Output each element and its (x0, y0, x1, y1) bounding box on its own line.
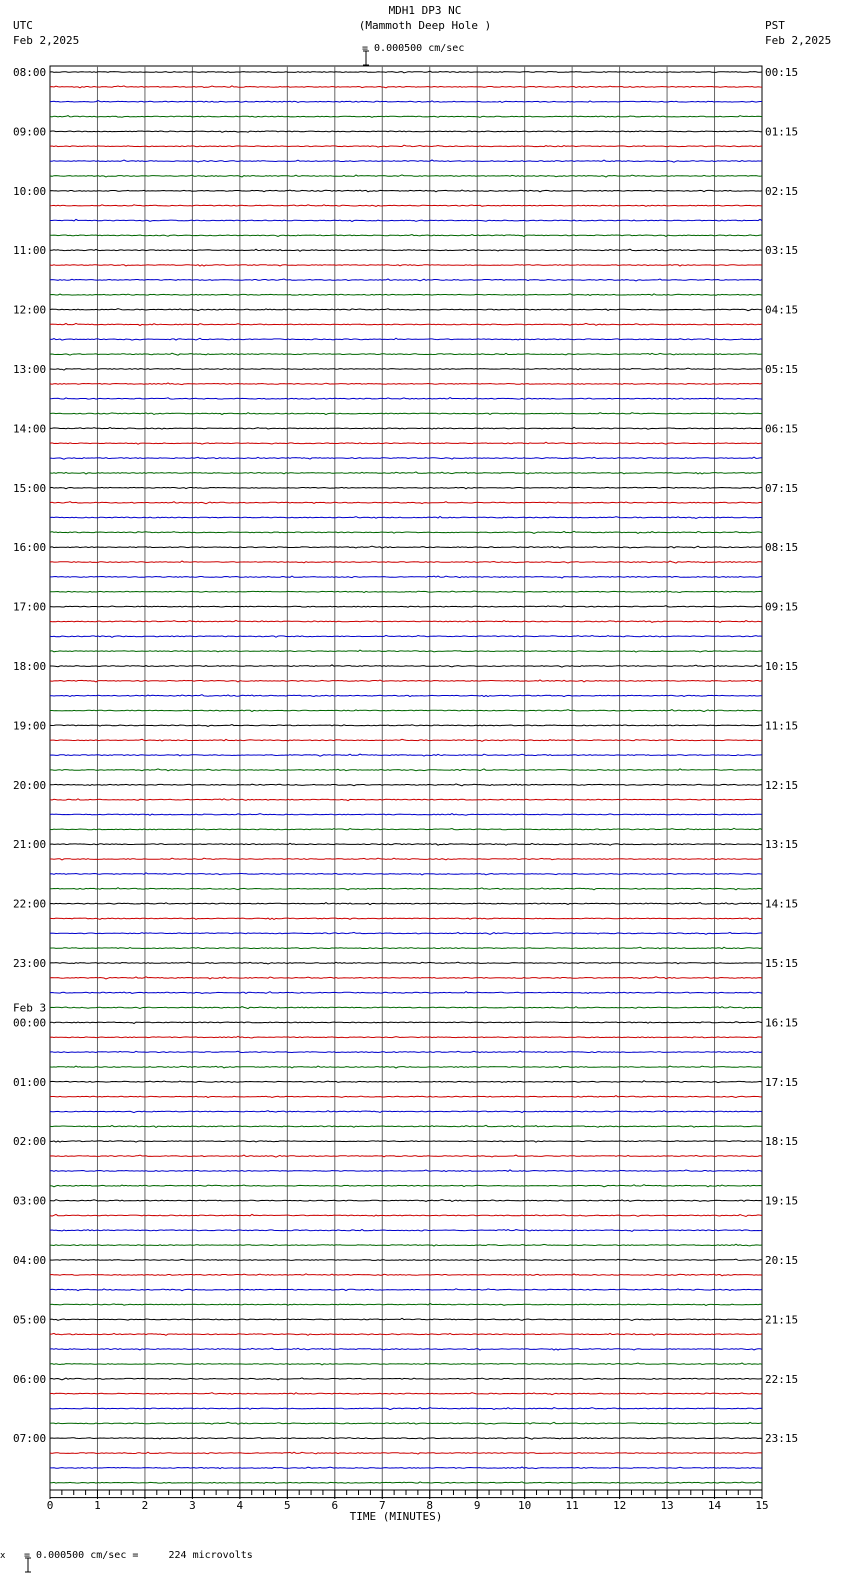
left-hour-label: 09:00 (13, 125, 47, 139)
trace-line (50, 591, 762, 593)
x-tick-label: 6 (331, 1499, 339, 1512)
trace-line (50, 1200, 762, 1202)
footer-marker: x (0, 1551, 6, 1561)
right-hour-label: 19:15 (765, 1194, 799, 1208)
right-hour-label: 06:15 (765, 422, 799, 436)
trace-line (50, 1170, 762, 1172)
left-hour-label: 03:00 (13, 1194, 47, 1208)
left-hour-label: 16:00 (13, 541, 47, 555)
right-hour-label: 05:15 (765, 363, 799, 376)
right-hour-label: 23:15 (765, 1432, 799, 1446)
trace-line (50, 1422, 762, 1424)
trace-line (50, 175, 762, 177)
trace-line (50, 1393, 762, 1395)
trace-line (50, 903, 762, 905)
left-hour-label: 01:00 (13, 1075, 47, 1089)
trace-line (50, 1081, 762, 1083)
x-tick-label: 0 (46, 1499, 54, 1512)
trace-line (50, 472, 762, 474)
trace-line (50, 799, 762, 801)
right-hour-label: 10:15 (765, 660, 799, 673)
right-hour-label: 02:15 (765, 184, 799, 198)
right-hour-label: 21:15 (765, 1313, 799, 1327)
x-tick-label: 9 (473, 1499, 481, 1512)
left-hour-label: 06:00 (13, 1372, 47, 1386)
right-hour-label: 12:15 (765, 778, 799, 792)
trace-line (50, 1437, 762, 1439)
trace-line (50, 710, 762, 712)
trace-line (50, 1259, 762, 1261)
trace-line (50, 635, 762, 637)
trace-line (50, 265, 762, 266)
trace-line (50, 947, 762, 949)
trace-line (50, 413, 762, 415)
trace-line (50, 1274, 762, 1276)
left-hour-label: 14:00 (13, 422, 47, 436)
trace-line (50, 145, 762, 147)
station-title: MDH1 DP3 NC (388, 4, 462, 17)
x-tick-label: 10 (518, 1499, 532, 1512)
trace-line (50, 1363, 762, 1365)
left-hour-label: 20:00 (13, 778, 47, 792)
trace-line (50, 249, 762, 251)
trace-line (50, 517, 762, 519)
left-hour-label: 13:00 (13, 363, 47, 376)
trace-line (50, 888, 762, 890)
left-hour-label: 05:00 (13, 1313, 47, 1327)
trace-line (50, 131, 762, 132)
trace-line (50, 1141, 762, 1143)
trace-line (50, 279, 762, 281)
right-hour-label: 07:15 (765, 481, 799, 495)
trace-line (50, 739, 762, 741)
trace-line (50, 219, 762, 221)
trace-line (50, 546, 762, 548)
trace-line (50, 487, 762, 489)
left-hour-label: 15:00 (13, 481, 47, 495)
trace-line (50, 977, 762, 979)
left-date: Feb 2,2025 (13, 34, 80, 47)
trace-line (50, 1333, 762, 1335)
trace-line (50, 1111, 762, 1113)
right-timezone: PST (765, 19, 785, 32)
right-hour-label: 03:15 (765, 244, 799, 258)
left-hour-label: 02:00 (13, 1135, 47, 1149)
right-hour-label: 01:15 (765, 125, 799, 139)
trace-line (50, 1051, 762, 1053)
trace-line (50, 1214, 762, 1216)
trace-line (50, 828, 762, 830)
right-hour-label: 13:15 (765, 838, 799, 852)
trace-line (50, 695, 762, 697)
x-axis-label: TIME (MINUTES) (349, 1510, 443, 1523)
right-hour-label: 09:15 (765, 600, 799, 614)
left-hour-label: 21:00 (13, 838, 47, 852)
trace-line (50, 323, 762, 325)
right-hour-label: 17:15 (765, 1075, 799, 1089)
left-hour-label: 04:00 (13, 1254, 47, 1267)
x-tick-label: 1 (94, 1499, 101, 1512)
trace-line (50, 353, 762, 355)
trace-line (50, 1452, 762, 1454)
left-hour-label: 23:00 (13, 957, 47, 970)
trace-line (50, 383, 762, 385)
trace-line (50, 235, 762, 237)
right-hour-label: 14:15 (765, 897, 799, 911)
left-hour-label: 10:00 (13, 184, 47, 198)
trace-line (50, 784, 762, 786)
left-hour-label: 07:00 (13, 1432, 47, 1446)
right-hour-label: 15:15 (765, 957, 799, 970)
trace-line (50, 442, 762, 444)
trace-line (50, 531, 762, 533)
footer-scale-bar-icon (10, 1545, 20, 1561)
trace-line (50, 1036, 762, 1038)
left-timezone: UTC (13, 19, 33, 32)
right-hour-label: 00:15 (765, 66, 799, 79)
x-tick-label: 3 (189, 1499, 196, 1512)
trace-line (50, 1230, 762, 1232)
trace-line (50, 1467, 762, 1469)
left-hour-label: 00:00 (13, 1016, 47, 1030)
trace-line (50, 86, 762, 88)
trace-line (50, 650, 762, 652)
left-hour-label: 08:00 (13, 66, 47, 79)
trace-line (50, 116, 762, 118)
trace-line (50, 205, 762, 207)
trace-line (50, 1185, 762, 1187)
trace-line (50, 1007, 762, 1009)
trace-line (50, 1096, 762, 1098)
trace-line (50, 918, 762, 919)
trace-line (50, 309, 762, 311)
trace-line (50, 962, 762, 964)
right-hour-label: 04:15 (765, 303, 799, 317)
right-hour-label: 08:15 (765, 541, 799, 555)
plot-frame (50, 66, 762, 1498)
trace-line (50, 754, 762, 756)
trace-line (50, 1125, 762, 1127)
x-tick-label: 5 (284, 1499, 291, 1512)
trace-line (50, 427, 762, 429)
x-tick-label: 11 (565, 1499, 579, 1512)
trace-line (50, 769, 762, 771)
right-date: Feb 2,2025 (765, 34, 832, 47)
trace-line (50, 1318, 762, 1320)
trace-line (50, 1304, 762, 1306)
x-tick-label: 13 (660, 1499, 674, 1512)
trace-line (50, 843, 762, 845)
trace-line (50, 576, 762, 578)
right-hour-label: 18:15 (765, 1135, 799, 1149)
right-hour-label: 11:15 (765, 719, 799, 733)
trace-line (50, 606, 762, 608)
x-tick-label: 8 (426, 1499, 434, 1512)
footer-scale-text: = 0.000500 cm/sec = 224 microvolts (24, 1550, 253, 1561)
right-hour-label: 22:15 (765, 1372, 799, 1386)
left-hour-label: 11:00 (13, 244, 47, 258)
trace-line (50, 992, 762, 994)
scale-label: = 0.000500 cm/sec (362, 43, 465, 54)
trace-line (50, 620, 762, 622)
trace-line (50, 873, 762, 875)
trace-line (50, 1066, 762, 1068)
x-tick-label: 2 (141, 1499, 149, 1512)
trace-line (50, 502, 762, 504)
left-hour-label: 19:00 (13, 719, 47, 733)
trace-line (50, 71, 762, 73)
left-hour-label: 12:00 (13, 303, 47, 317)
left-hour-label: 17:00 (13, 600, 47, 614)
trace-line (50, 294, 762, 296)
x-tick-label: 7 (378, 1499, 386, 1512)
day-change-label: Feb 3 (13, 1001, 47, 1015)
trace-line (50, 1482, 762, 1483)
left-hour-label: 22:00 (13, 897, 47, 911)
trace-line (50, 1022, 762, 1024)
right-hour-label: 20:15 (765, 1254, 799, 1267)
trace-line (50, 725, 762, 727)
trace-line (50, 1155, 762, 1157)
trace-line (50, 1244, 762, 1246)
trace-line (50, 338, 762, 340)
trace-line (50, 398, 762, 400)
trace-line (50, 190, 762, 192)
right-hour-label: 16:15 (765, 1016, 799, 1030)
trace-line (50, 665, 762, 667)
x-tick-label: 4 (236, 1499, 244, 1512)
x-tick-label: 15 (755, 1499, 769, 1512)
trace-line (50, 1378, 762, 1380)
trace-line (50, 680, 762, 682)
trace-line (50, 814, 762, 816)
trace-line (50, 457, 762, 459)
x-tick-label: 14 (707, 1499, 722, 1512)
x-tick-label: 12 (612, 1499, 627, 1512)
trace-line (50, 160, 762, 162)
trace-line (50, 858, 762, 860)
location-subtitle: (Mammoth Deep Hole ) (358, 19, 492, 32)
trace-line (50, 932, 762, 934)
trace-line (50, 368, 762, 370)
left-hour-label: 18:00 (13, 660, 47, 673)
trace-line (50, 1408, 762, 1410)
trace-line (50, 1348, 762, 1350)
trace-line (50, 101, 762, 103)
trace-line (50, 561, 762, 563)
trace-line (50, 1289, 762, 1291)
